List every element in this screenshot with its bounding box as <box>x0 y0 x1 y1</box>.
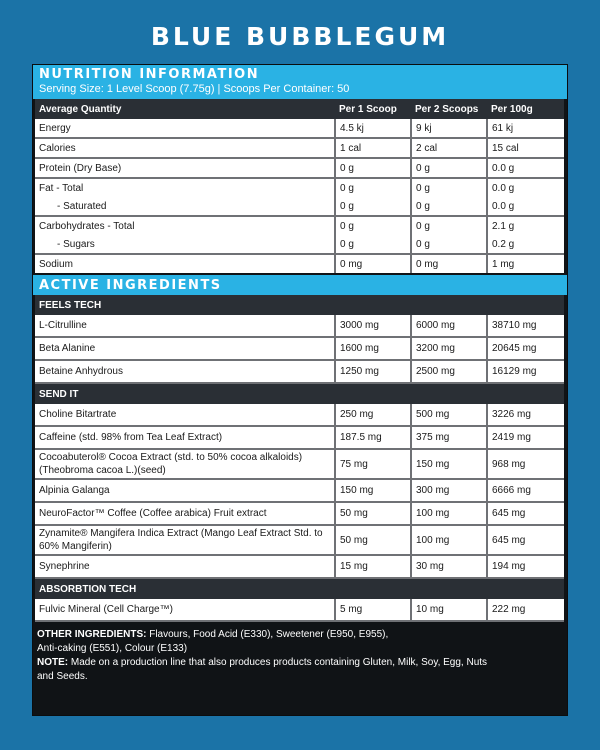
cell-value: 6000 mg <box>411 315 487 337</box>
row-label: - Sugars <box>35 235 335 254</box>
cell-value: 222 mg <box>487 599 564 621</box>
cell-value: 2 cal <box>411 138 487 158</box>
cell-value: 150 mg <box>411 449 487 479</box>
table-row <box>35 404 564 426</box>
table-row <box>35 235 564 254</box>
row-label: Betaine Anhydrous <box>35 360 335 383</box>
cell-value: 0 g <box>335 158 411 178</box>
active-ingredients-title: ACTIVE INGREDIENTS <box>33 275 567 295</box>
cell-value: 0.2 g <box>487 235 564 254</box>
cell-value: 194 mg <box>487 555 564 578</box>
row-label: Calories <box>35 138 335 158</box>
cell-value: 645 mg <box>487 502 564 525</box>
cell-value: 50 mg <box>335 502 411 525</box>
row-label: Energy <box>35 119 335 138</box>
table-row <box>35 178 564 197</box>
row-label: Choline Bitartrate <box>35 404 335 426</box>
cell-value: 1600 mg <box>335 337 411 360</box>
table-row <box>35 525 564 555</box>
cell-value: 645 mg <box>487 525 564 555</box>
cell-value: 968 mg <box>487 449 564 479</box>
cell-value: 30 mg <box>411 555 487 578</box>
table-row <box>35 426 564 449</box>
group-title: FEELS TECH <box>35 295 564 315</box>
cell-value: 5 mg <box>335 599 411 621</box>
nutrition-title: NUTRITION INFORMATION <box>39 67 260 82</box>
cell-value: 3226 mg <box>487 404 564 426</box>
row-label: Alpinia Galanga <box>35 479 335 502</box>
note-text: Made on a production line that also produces products containing Gluten, Milk, Soy, Egg, Nuts <box>68 657 488 668</box>
cell-value: 1250 mg <box>335 360 411 383</box>
row-label: - Saturated <box>35 197 335 216</box>
cell-value: 3200 mg <box>411 337 487 360</box>
footer-notes <box>33 622 567 684</box>
cell-value: 16129 mg <box>487 360 564 383</box>
cell-value: 0 g <box>335 178 411 197</box>
column-header: Per 1 Scoop <box>335 99 411 119</box>
cell-value: 2419 mg <box>487 426 564 449</box>
cell-value: 187.5 mg <box>335 426 411 449</box>
group-title: SEND IT <box>35 383 564 404</box>
table-row <box>35 315 564 337</box>
cell-value: 500 mg <box>411 404 487 426</box>
cell-value: 9 kj <box>411 119 487 138</box>
other-ingredients-text-2: Anti-caking (E551), Colour (E133) <box>37 643 188 654</box>
row-label: Fat - Total <box>35 178 335 197</box>
table-row <box>35 360 564 383</box>
table-row <box>35 555 564 578</box>
cell-value: 6666 mg <box>487 479 564 502</box>
row-label: Beta Alanine <box>35 337 335 360</box>
cell-value: 300 mg <box>411 479 487 502</box>
cell-value: 0.0 g <box>487 197 564 216</box>
column-header: Per 100g <box>487 99 564 119</box>
table-row <box>35 449 564 479</box>
row-label: Synephrine <box>35 555 335 578</box>
row-label: Fulvic Mineral (Cell Charge™) <box>35 599 335 621</box>
cell-value: 250 mg <box>335 404 411 426</box>
cell-value: 0.0 g <box>487 158 564 178</box>
table-row <box>35 138 564 158</box>
cell-value: 2500 mg <box>411 360 487 383</box>
active-ingredients-table <box>35 295 564 622</box>
cell-value: 0 g <box>411 197 487 216</box>
group-header <box>35 383 564 404</box>
other-ingredients-label: OTHER INGREDIENTS: <box>37 629 147 640</box>
group-header <box>35 295 564 315</box>
cell-value: 0 g <box>335 235 411 254</box>
row-label: Carbohydrates - Total <box>35 216 335 235</box>
cell-value: 1 cal <box>335 138 411 158</box>
row-label: Caffeine (std. 98% from Tea Leaf Extract) <box>35 426 335 449</box>
table-row <box>35 119 564 138</box>
allergen-note <box>37 656 563 670</box>
row-label: Protein (Dry Base) <box>35 158 335 178</box>
table-row <box>35 216 564 235</box>
cell-value: 50 mg <box>335 525 411 555</box>
group-title: ABSORBTION TECH <box>35 578 564 599</box>
cell-value: 0 g <box>335 216 411 235</box>
column-header: Average Quantity <box>35 99 335 119</box>
row-label: NeuroFactor™ Coffee (Coffee arabica) Fruit extract <box>35 502 335 525</box>
cell-value: 10 mg <box>411 599 487 621</box>
note-label: NOTE: <box>37 657 69 668</box>
cell-value: 4.5 kj <box>335 119 411 138</box>
cell-value: 1 mg <box>487 254 564 273</box>
table-row <box>35 158 564 178</box>
serving-info: Serving Size: 1 Level Scoop (7.75g) | Scoops Per Container: 50 <box>39 83 350 95</box>
cell-value: 375 mg <box>411 426 487 449</box>
table-row <box>35 254 564 273</box>
nutrition-header <box>33 65 567 99</box>
cell-value: 15 mg <box>335 555 411 578</box>
other-ingredients <box>37 628 563 642</box>
nutrition-header-row <box>35 99 564 119</box>
cell-value: 100 mg <box>411 525 487 555</box>
group-header <box>35 578 564 599</box>
cell-value: 0 g <box>335 197 411 216</box>
cell-value: 75 mg <box>335 449 411 479</box>
cell-value: 20645 mg <box>487 337 564 360</box>
cell-value: 2.1 g <box>487 216 564 235</box>
cell-value: 0 mg <box>411 254 487 273</box>
cell-value: 150 mg <box>335 479 411 502</box>
product-title: BLUE BUBBLEGUM <box>150 22 450 51</box>
cell-value: 100 mg <box>411 502 487 525</box>
nutrition-panel <box>32 64 568 716</box>
cell-value: 3000 mg <box>335 315 411 337</box>
table-row <box>35 197 564 216</box>
cell-value: 0.0 g <box>487 178 564 197</box>
table-row <box>35 479 564 502</box>
row-label: Cocoabuterol® Cocoa Extract (std. to 50% cocoa alkaloids) (Theobroma cacoa L.)(seed) <box>35 449 335 479</box>
cell-value: 0 g <box>411 235 487 254</box>
table-row <box>35 599 564 621</box>
row-label: Sodium <box>35 254 335 273</box>
cell-value: 38710 mg <box>487 315 564 337</box>
cell-value: 0 mg <box>335 254 411 273</box>
row-label: Zynamite® Mangifera Indica Extract (Mango Leaf Extract Std. to 60% Mangiferin) <box>35 525 335 555</box>
cell-value: 0 g <box>411 216 487 235</box>
cell-value: 15 cal <box>487 138 564 158</box>
other-ingredients-text: Flavours, Food Acid (E330), Sweetener (E950, E955), <box>146 629 389 640</box>
note-text-2: and Seeds. <box>37 671 88 682</box>
row-label: L-Citrulline <box>35 315 335 337</box>
cell-value: 0 g <box>411 158 487 178</box>
table-row <box>35 337 564 360</box>
cell-value: 0 g <box>411 178 487 197</box>
nutrition-table <box>35 99 564 273</box>
table-row <box>35 502 564 525</box>
cell-value: 61 kj <box>487 119 564 138</box>
column-header: Per 2 Scoops <box>411 99 487 119</box>
